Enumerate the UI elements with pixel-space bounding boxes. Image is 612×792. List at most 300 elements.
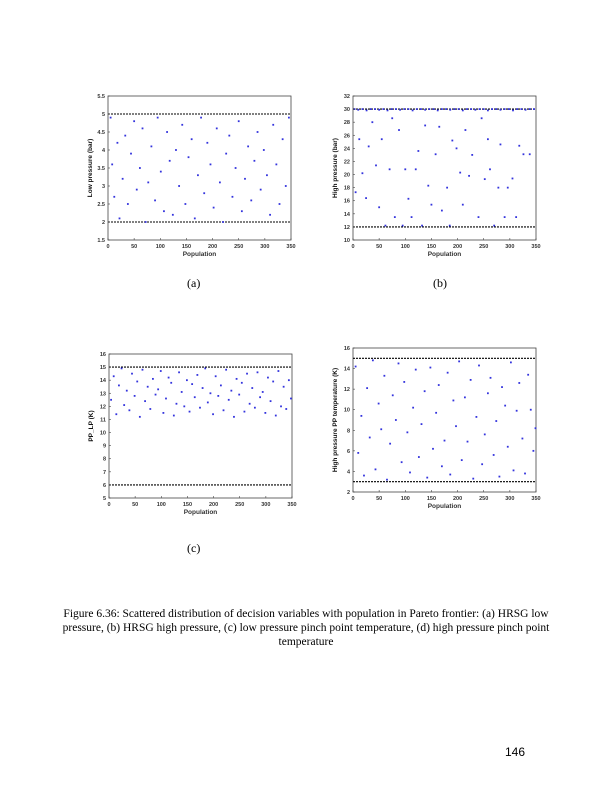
- data-point: [493, 225, 495, 227]
- data-point: [412, 110, 414, 112]
- data-point: [142, 128, 144, 130]
- data-point: [392, 394, 394, 396]
- data-point: [152, 378, 154, 380]
- data-point: [163, 210, 165, 212]
- y-tick-label: 11: [100, 417, 106, 424]
- x-tick-label: 300: [505, 244, 515, 250]
- data-point: [454, 108, 456, 110]
- data-point: [160, 370, 162, 372]
- data-point: [472, 478, 474, 480]
- data-point: [263, 149, 265, 151]
- data-point: [515, 216, 517, 218]
- data-point: [428, 108, 430, 110]
- data-point: [121, 368, 123, 370]
- data-point: [429, 367, 431, 369]
- data-point: [523, 153, 525, 155]
- data-point: [170, 382, 172, 384]
- data-point: [366, 110, 368, 112]
- data-point: [272, 124, 274, 126]
- x-tick-label: 200: [452, 244, 463, 250]
- data-point: [374, 108, 376, 110]
- data-point: [207, 402, 209, 404]
- data-point: [452, 400, 454, 402]
- data-point: [189, 411, 191, 413]
- x-tick-label: 300: [505, 496, 515, 502]
- data-point: [119, 218, 121, 220]
- x-axis-label: Population: [427, 503, 462, 510]
- data-point: [516, 410, 518, 412]
- data-point: [424, 390, 426, 392]
- figure-caption: Figure 6.36: Scattered distribution of decision variables with population in Pareto frontier: (a) HRSG low pressure, (b) HRSG high pressure, (c) low pressure pinch point temperature, (d) high pressure pinch point temperature: [62, 608, 550, 648]
- y-tick-label: 12: [343, 387, 350, 394]
- data-point: [267, 377, 269, 379]
- data-point: [216, 128, 218, 130]
- data-point: [408, 108, 410, 110]
- x-tick-label: 250: [234, 244, 244, 250]
- data-point: [113, 375, 115, 377]
- data-point: [233, 416, 235, 418]
- data-point: [520, 108, 522, 110]
- y-tick-label: 2: [101, 220, 105, 226]
- data-point: [464, 396, 466, 398]
- data-point: [183, 405, 185, 407]
- data-point: [441, 108, 443, 110]
- data-point: [363, 475, 365, 477]
- data-point: [456, 147, 458, 149]
- data-point: [412, 407, 414, 409]
- data-point: [495, 420, 497, 422]
- y-tick-label: 6: [346, 448, 350, 455]
- data-point: [199, 407, 201, 409]
- data-point: [449, 109, 451, 111]
- data-point: [420, 108, 422, 110]
- data-point: [435, 412, 437, 414]
- y-tick-label: 20: [343, 172, 350, 179]
- data-point: [166, 131, 168, 133]
- data-point: [524, 473, 526, 475]
- y-tick-label: 16: [99, 352, 106, 358]
- data-point: [133, 120, 135, 122]
- data-point: [459, 172, 461, 174]
- x-tick-label: 150: [181, 244, 192, 250]
- data-point: [395, 419, 397, 421]
- data-point: [493, 454, 495, 456]
- data-point: [184, 203, 186, 205]
- data-point: [387, 110, 389, 112]
- data-point: [424, 125, 426, 127]
- data-point: [466, 108, 468, 110]
- y-tick-label: 5: [102, 496, 106, 502]
- data-point: [458, 360, 460, 362]
- data-point: [223, 409, 225, 411]
- data-point: [487, 138, 489, 140]
- data-point: [196, 374, 198, 376]
- x-tick-label: 200: [452, 496, 463, 502]
- data-point: [259, 396, 261, 398]
- data-point: [449, 474, 451, 476]
- data-point: [487, 392, 489, 394]
- data-point: [266, 174, 268, 176]
- data-point: [507, 187, 509, 189]
- data-point: [269, 214, 271, 216]
- data-point: [194, 396, 196, 398]
- x-tick-label: 50: [132, 502, 139, 508]
- data-point: [368, 146, 370, 148]
- x-tick-label: 50: [376, 496, 383, 502]
- data-point: [142, 369, 144, 371]
- data-point: [113, 196, 115, 198]
- data-point: [272, 381, 274, 383]
- y-tick-label: 6: [102, 482, 106, 489]
- data-point: [238, 394, 240, 396]
- x-tick-label: 350: [286, 244, 296, 250]
- data-point: [470, 379, 472, 381]
- data-point: [111, 164, 113, 166]
- data-point: [124, 135, 126, 137]
- data-point: [280, 405, 282, 407]
- data-point: [122, 178, 124, 180]
- y-tick-label: 4: [346, 469, 350, 476]
- data-point: [144, 400, 146, 402]
- y-tick-label: 3.5: [97, 166, 105, 172]
- data-point: [432, 448, 434, 450]
- data-point: [360, 415, 362, 417]
- data-point: [362, 108, 364, 110]
- data-point: [225, 369, 227, 371]
- x-tick-label: 150: [182, 502, 193, 508]
- data-point: [162, 412, 164, 414]
- data-point: [401, 461, 403, 463]
- data-point: [372, 359, 374, 361]
- data-point: [154, 200, 156, 202]
- data-point: [246, 373, 248, 375]
- y-tick-label: 24: [343, 146, 350, 153]
- y-tick-label: 10: [343, 407, 350, 414]
- data-point: [499, 476, 501, 478]
- x-tick-label: 0: [351, 496, 355, 502]
- data-point: [191, 383, 193, 385]
- data-point: [244, 411, 246, 413]
- data-point: [115, 413, 117, 415]
- data-point: [462, 110, 464, 112]
- data-point: [438, 126, 440, 128]
- data-point: [501, 386, 503, 388]
- data-point: [529, 153, 531, 155]
- data-point: [123, 404, 125, 406]
- data-point: [500, 144, 502, 146]
- data-point: [391, 108, 393, 110]
- data-point: [149, 408, 151, 410]
- data-point: [415, 369, 417, 371]
- plot-frame: [353, 96, 536, 240]
- data-point: [366, 387, 368, 389]
- data-point: [145, 221, 147, 223]
- y-tick-label: 10: [343, 238, 350, 244]
- x-tick-label: 100: [400, 496, 410, 502]
- data-point: [378, 109, 380, 111]
- data-point: [500, 109, 502, 111]
- y-tick-label: 28: [343, 120, 350, 127]
- data-point: [451, 140, 453, 142]
- data-point: [411, 216, 413, 218]
- y-tick-label: 16: [343, 198, 350, 205]
- data-point: [378, 206, 380, 208]
- y-tick-label: 30: [343, 107, 350, 114]
- data-point: [215, 375, 217, 377]
- data-point: [381, 138, 383, 140]
- data-point: [172, 214, 174, 216]
- x-tick-label: 0: [106, 244, 110, 250]
- y-tick-label: 22: [343, 159, 350, 166]
- x-tick-label: 50: [131, 244, 138, 250]
- data-point: [504, 405, 506, 407]
- data-point: [455, 425, 457, 427]
- data-point: [222, 221, 224, 223]
- y-tick-label: 4.5: [97, 130, 105, 136]
- data-point: [355, 191, 357, 193]
- data-point: [260, 189, 262, 191]
- x-axis-label: Population: [427, 251, 462, 258]
- data-point: [283, 386, 285, 388]
- data-point: [417, 150, 419, 152]
- data-point: [433, 108, 435, 110]
- data-point: [507, 446, 509, 448]
- data-point: [362, 172, 364, 174]
- data-point: [155, 394, 157, 396]
- data-point: [399, 109, 401, 111]
- data-point: [438, 384, 440, 386]
- data-point: [128, 409, 130, 411]
- data-point: [481, 463, 483, 465]
- chart-low-pressure: [80, 90, 305, 265]
- data-point: [197, 174, 199, 176]
- page-number: 146: [505, 745, 526, 759]
- data-point: [418, 456, 420, 458]
- data-point: [126, 390, 128, 392]
- data-point: [389, 168, 391, 170]
- data-point: [475, 416, 477, 418]
- data-point: [371, 121, 373, 123]
- data-point: [383, 375, 385, 377]
- data-point: [495, 108, 497, 110]
- y-tick-label: 12: [343, 224, 350, 231]
- data-point: [435, 153, 437, 155]
- data-point: [484, 178, 486, 180]
- data-point: [264, 412, 266, 414]
- data-point: [391, 117, 393, 119]
- data-point: [487, 110, 489, 112]
- data-point: [130, 153, 132, 155]
- chart-pp-lp: [81, 348, 306, 523]
- data-point: [462, 204, 464, 206]
- data-point: [278, 370, 280, 372]
- y-tick-label: 16: [343, 346, 350, 352]
- data-point: [247, 146, 249, 148]
- data-point: [206, 142, 208, 144]
- data-point: [357, 109, 359, 111]
- data-point: [504, 216, 506, 218]
- data-point: [403, 381, 405, 383]
- data-point: [275, 164, 277, 166]
- data-point: [415, 168, 417, 170]
- data-point: [118, 385, 120, 387]
- data-point: [426, 477, 428, 479]
- data-point: [186, 379, 188, 381]
- data-point: [402, 225, 404, 227]
- y-tick-label: 4: [101, 148, 105, 154]
- data-point: [244, 178, 246, 180]
- data-point: [518, 382, 520, 384]
- data-point: [445, 108, 447, 110]
- data-point: [427, 185, 429, 187]
- subfigure-label-a: (a): [187, 276, 201, 290]
- data-point: [389, 443, 391, 445]
- data-point: [241, 382, 243, 384]
- data-point: [532, 450, 534, 452]
- x-tick-label: 0: [351, 244, 355, 250]
- data-point: [213, 207, 215, 209]
- data-point: [478, 365, 480, 367]
- data-point: [139, 167, 141, 169]
- y-tick-label: 8: [346, 428, 350, 435]
- data-point: [279, 203, 281, 205]
- data-point: [409, 472, 411, 474]
- data-point: [204, 368, 206, 370]
- data-point: [285, 185, 287, 187]
- data-point: [382, 108, 384, 110]
- data-point: [508, 108, 510, 110]
- data-point: [250, 200, 252, 202]
- data-point: [474, 109, 476, 111]
- data-point: [175, 149, 177, 151]
- data-point: [173, 415, 175, 417]
- plot-frame: [353, 348, 536, 492]
- data-point: [447, 372, 449, 374]
- data-point: [386, 479, 388, 481]
- data-point: [468, 175, 470, 177]
- data-point: [467, 441, 469, 443]
- x-tick-label: 300: [261, 502, 271, 508]
- data-point: [404, 168, 406, 170]
- data-point: [378, 403, 380, 405]
- x-tick-label: 250: [235, 502, 245, 508]
- data-point: [219, 182, 221, 184]
- data-point: [490, 377, 492, 379]
- data-point: [525, 109, 527, 111]
- data-point: [228, 399, 230, 401]
- data-point: [375, 164, 377, 166]
- data-point: [355, 366, 357, 368]
- data-point: [212, 413, 214, 415]
- data-point: [181, 124, 183, 126]
- data-point: [512, 178, 514, 180]
- y-tick-label: 3: [101, 184, 105, 190]
- data-point: [157, 117, 159, 119]
- data-point: [483, 108, 485, 110]
- data-point: [257, 131, 259, 133]
- x-tick-label: 350: [287, 502, 297, 508]
- data-point: [516, 108, 518, 110]
- data-point: [249, 403, 251, 405]
- y-tick-label: 8: [102, 456, 106, 463]
- data-point: [127, 203, 129, 205]
- data-point: [210, 392, 212, 394]
- data-point: [176, 403, 178, 405]
- data-point: [230, 390, 232, 392]
- data-point: [449, 225, 451, 227]
- data-point: [165, 398, 167, 400]
- data-point: [421, 423, 423, 425]
- data-point: [441, 210, 443, 212]
- data-point: [117, 142, 119, 144]
- chart-hp-pp-temperature: [325, 342, 550, 517]
- data-point: [403, 108, 405, 110]
- data-point: [394, 216, 396, 218]
- data-point: [200, 117, 202, 119]
- data-point: [461, 459, 463, 461]
- data-point: [169, 160, 171, 162]
- x-tick-label: 150: [426, 244, 437, 250]
- data-point: [178, 185, 180, 187]
- x-tick-label: 350: [531, 244, 541, 250]
- data-point: [217, 395, 219, 397]
- data-point: [220, 385, 222, 387]
- data-point: [228, 135, 230, 137]
- data-point: [518, 145, 520, 147]
- y-tick-label: 2: [346, 490, 350, 496]
- data-point: [139, 416, 141, 418]
- data-point: [424, 109, 426, 111]
- data-point: [110, 399, 112, 401]
- y-tick-label: 13: [99, 391, 106, 398]
- data-point: [157, 388, 159, 390]
- data-point: [202, 387, 204, 389]
- data-point: [385, 225, 387, 227]
- data-point: [395, 108, 397, 110]
- x-tick-label: 150: [426, 496, 437, 502]
- y-axis-label: Low pressure (bar): [87, 138, 94, 198]
- data-point: [270, 400, 272, 402]
- data-point: [238, 120, 240, 122]
- subfigure-label-b: (b): [433, 276, 447, 290]
- data-point: [290, 398, 292, 400]
- data-point: [479, 108, 481, 110]
- data-point: [527, 374, 529, 376]
- data-point: [369, 437, 371, 439]
- data-point: [254, 160, 256, 162]
- data-point: [406, 431, 408, 433]
- x-tick-label: 0: [107, 502, 111, 508]
- data-point: [288, 379, 290, 381]
- data-point: [288, 117, 290, 119]
- data-point: [210, 164, 212, 166]
- plot-frame: [108, 96, 291, 240]
- y-axis-label: PP_LP (K): [88, 410, 95, 442]
- data-point: [188, 156, 190, 158]
- data-point: [491, 108, 493, 110]
- x-tick-label: 100: [155, 244, 165, 250]
- y-axis-label: High pressure (bar): [332, 138, 339, 198]
- data-point: [262, 391, 264, 393]
- data-point: [512, 110, 514, 112]
- data-point: [416, 108, 418, 110]
- x-tick-label: 250: [479, 244, 489, 250]
- data-point: [446, 187, 448, 189]
- y-tick-label: 15: [99, 365, 106, 372]
- y-tick-label: 14: [99, 378, 106, 385]
- data-point: [398, 363, 400, 365]
- data-point: [136, 381, 138, 383]
